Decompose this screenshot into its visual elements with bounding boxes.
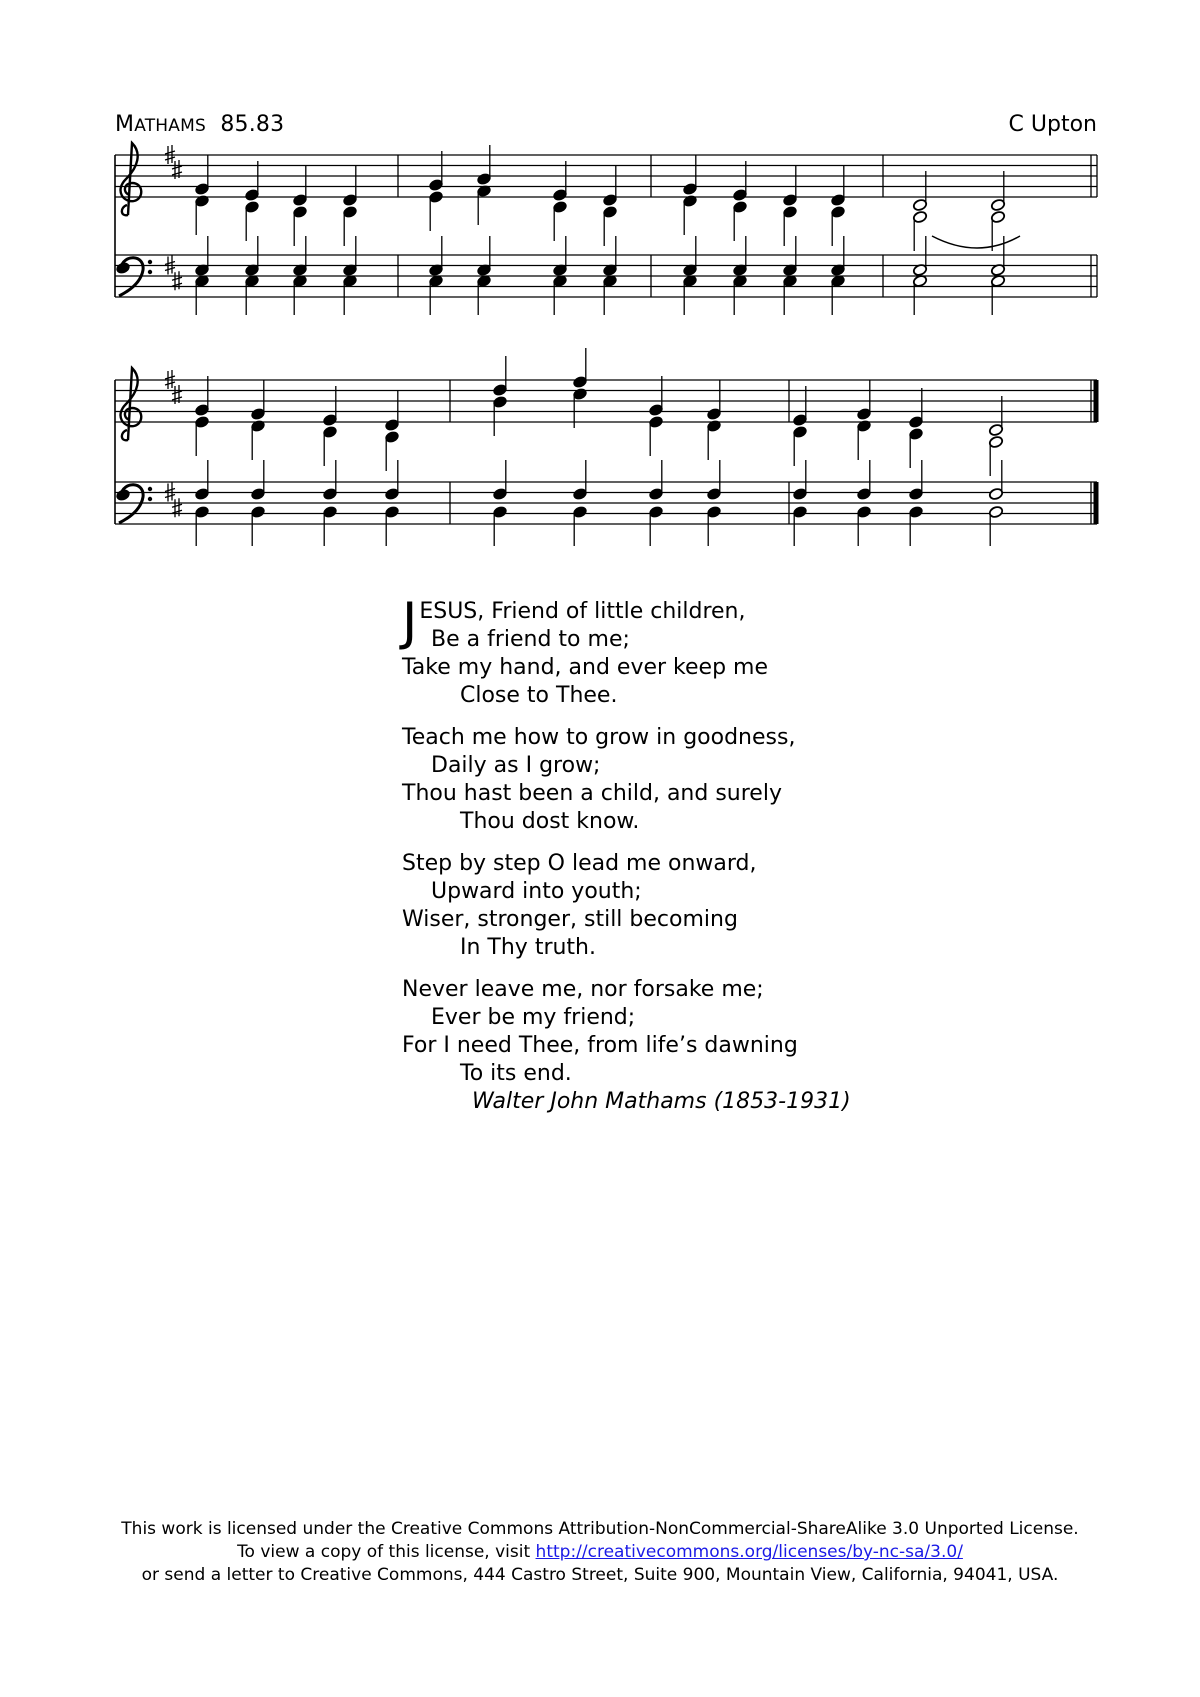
- lyric-line: Upward into youth;: [431, 879, 642, 904]
- hymn-text: [402, 592, 862, 1116]
- lyric-line: Step by step O lead me onward,: [402, 851, 757, 876]
- lyric-line: Thou hast been a child, and surely: [402, 781, 782, 806]
- stanza-1: [402, 592, 862, 710]
- license-line-2: To view a copy of this license, visit http://creativecommons.org/licenses/by-nc-sa/3.0/: [237, 1542, 963, 1562]
- lyric-line: Never leave me, nor forsake me;: [402, 977, 764, 1002]
- bass-clef-dot: [115, 488, 130, 501]
- bass-clef-dot: [148, 260, 152, 264]
- lyric-line: For I need Thee, from life’s dawning: [402, 1033, 798, 1058]
- drop-cap: J: [402, 592, 418, 652]
- stanza-2: [402, 724, 862, 836]
- lyric-line: ESUS, Friend of little children,: [419, 599, 746, 624]
- bass-clef-dot: [115, 261, 130, 274]
- lyric-line: Daily as I grow;: [431, 753, 601, 778]
- license-link[interactable]: http://creativecommons.org/licenses/by-nc-sa/3.0/: [535, 1542, 963, 1562]
- license-line-3: or send a letter to Creative Commons, 444 Castro Street, Suite 900, Mountain View, California, 94041, USA.: [141, 1565, 1059, 1585]
- tie-curve: [932, 236, 1020, 248]
- lyric-line: Take my hand, and ever keep me: [402, 655, 768, 680]
- license-line-1: This work is licensed under the Creative Commons Attribution-NonCommercial-ShareAlike 3.0 Unported License.: [121, 1519, 1079, 1539]
- treble-clef: [121, 368, 142, 440]
- composer-name: C Upton: [1008, 112, 1097, 137]
- stanza-4: [402, 976, 862, 1088]
- music-score: [0, 0, 1200, 580]
- tune-name: MATHAMS 85.83: [115, 112, 285, 137]
- treble-clef: [121, 143, 142, 215]
- license-notice: [0, 1518, 1200, 1587]
- author-attribution: Walter John Mathams (1853-1931): [472, 1089, 851, 1114]
- stanza-3: [402, 850, 862, 962]
- key-sharp: [172, 271, 182, 290]
- lyric-line: In Thy truth.: [460, 935, 596, 960]
- lyric-line: To its end.: [460, 1061, 572, 1086]
- lyric-line: Thou dost know.: [460, 809, 640, 834]
- lyric-line: Teach me how to grow in goodness,: [402, 725, 796, 750]
- bass-clef-dot: [148, 270, 152, 274]
- bass-clef-dot: [148, 487, 152, 491]
- lyric-line: Ever be my friend;: [431, 1005, 636, 1030]
- bass-clef-dot: [148, 497, 152, 501]
- lyric-line: Wiser, stronger, still becoming: [402, 907, 738, 932]
- lyric-line: Close to Thee.: [460, 683, 618, 708]
- key-sharp: [172, 498, 182, 517]
- lyric-line: Be a friend to me;: [431, 627, 630, 652]
